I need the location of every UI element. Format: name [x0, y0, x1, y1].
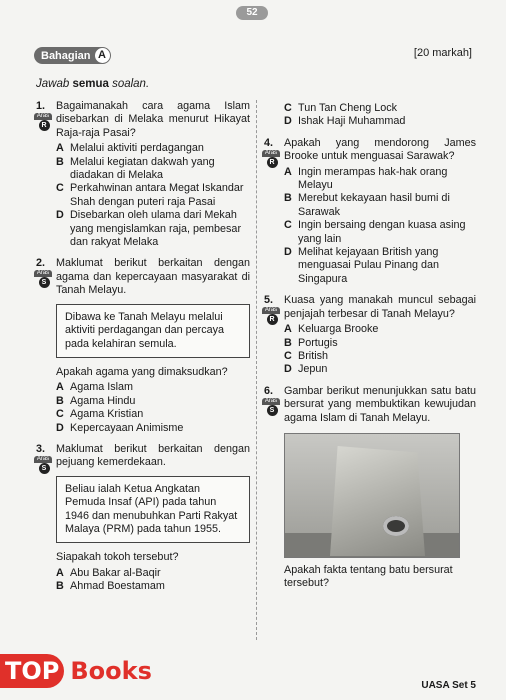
- right-column: [264, 100, 476, 591]
- footer-label: UASA Set 5: [421, 680, 476, 691]
- option-a: A Ingin merampas hak-hak orang Melayu: [284, 165, 448, 192]
- option-c: C Perkahwinan antara Megat Iskandar Shah dengan puteri raja Pasai: [56, 182, 244, 208]
- question-number: 4.: [264, 136, 274, 149]
- question-4: [264, 137, 476, 286]
- section-badge: [34, 47, 111, 64]
- option-b: B Melalui kegiatan dakwah yang diadakan di Melaka: [56, 155, 215, 182]
- question-stem: Maklumat berikut berkaitan dengan pejuang kemerdekaan.: [56, 442, 250, 469]
- aras-badge: Aras R: [34, 113, 54, 131]
- option-a: A Melalui aktiviti perdagangan: [56, 142, 204, 155]
- option-a: A Abu Bakar al-Baqir: [56, 566, 161, 579]
- instruction: Jawab semua soalan.: [36, 78, 150, 90]
- aras-badge: Aras S: [34, 270, 54, 288]
- question-number: 6.: [264, 384, 274, 397]
- option-c: C British: [284, 349, 328, 362]
- option-d: D Melihat kejayaan British yang menguasai Pulau Pinang dan Singapura: [284, 246, 440, 285]
- question-prompt: Siapakah tokoh tersebut?: [56, 551, 179, 564]
- question-stem: Maklumat berikut berkaitan dengan agama dan kepercayaan masyarakat di Tanah Melayu.: [56, 257, 250, 297]
- section-label: Bahagian: [41, 49, 91, 62]
- question-number: 3.: [36, 442, 46, 455]
- question-number: 2.: [36, 257, 46, 270]
- publisher-logo: [0, 654, 152, 688]
- question-stem: Bagaimanakah cara agama Islam disebarkan di Melaka menurut Hikayat Raja-raja Pasai?: [56, 100, 250, 139]
- option-c: C Ingin bersaing dengan kuasa asing yang lain: [284, 219, 466, 245]
- option-d: D Kepercayaan Animisme: [56, 421, 184, 434]
- question-stem: Kuasa yang manakah muncul sebagai penjajah terbesar di Tanah Melayu?: [284, 294, 476, 320]
- info-box: Beliau ialah Ketua Angkatan Pemuda Insaf (API) pada tahun 1946 dan menubuhkan Parti Rakyat Malaya (PRM) pada tahun 1955.: [56, 476, 250, 544]
- column-divider: [256, 100, 257, 640]
- option-a: A Keluarga Brooke: [284, 323, 379, 336]
- option-b: B Agama Hindu: [56, 394, 136, 407]
- question-3: [36, 443, 250, 594]
- section-letter: A: [95, 48, 110, 63]
- inscribed-stone-photo: [284, 433, 460, 558]
- question-stem: Gambar berikut menunjukkan satu batu bersurat yang membuktikan kewujudan agama Islam di Tanah Melayu.: [284, 384, 476, 424]
- question-1: [36, 100, 250, 249]
- option-d: D Disebarkan oleh ulama dari Mekah yang mengislamkan raja, pembesar dan rakyat Melaka: [56, 209, 242, 249]
- question-prompt: Apakah agama yang dimaksudkan?: [56, 365, 228, 378]
- question-number: 5.: [264, 294, 274, 307]
- stone-shape: [330, 446, 425, 556]
- aras-badge: Aras R: [262, 150, 282, 168]
- option-c: C Tun Tan Cheng Lock: [284, 102, 398, 114]
- question-3-continued: [264, 102, 476, 129]
- marks-label: [20 markah]: [413, 47, 472, 59]
- option-a: A Agama Islam: [56, 381, 134, 394]
- question-6: [264, 385, 476, 425]
- option-d: D Jepun: [284, 363, 328, 376]
- option-b: B Ahmad Boestamam: [56, 580, 165, 593]
- question-stem: Apakah yang mendorong James Brooke untuk menguasai Sarawak?: [284, 136, 476, 163]
- aras-badge: Aras R: [262, 307, 282, 325]
- question-5: [264, 294, 476, 376]
- aras-badge: Aras S: [262, 398, 282, 416]
- option-c: C Agama Kristian: [56, 408, 144, 421]
- info-box: Dibawa ke Tanah Melayu melalui aktiviti perdagangan dan percaya pada kelahiran semula.: [56, 304, 250, 358]
- question-2: [36, 257, 250, 434]
- page-number: 52: [236, 6, 268, 20]
- option-d: D Ishak Haji Muhammad: [284, 115, 406, 128]
- left-column: [36, 100, 250, 602]
- logo-top: TOP: [0, 654, 64, 688]
- option-b: B Portugis: [284, 336, 338, 349]
- option-b: B Merebut kekayaan hasil bumi di Sarawak: [284, 192, 450, 218]
- logo-books: Books: [70, 657, 152, 685]
- question-number: 1.: [36, 100, 46, 112]
- question-prompt: Apakah fakta tentang batu bersurat tersebut?: [284, 563, 453, 590]
- stone-hole: [383, 516, 409, 536]
- aras-badge: Aras S: [34, 456, 54, 474]
